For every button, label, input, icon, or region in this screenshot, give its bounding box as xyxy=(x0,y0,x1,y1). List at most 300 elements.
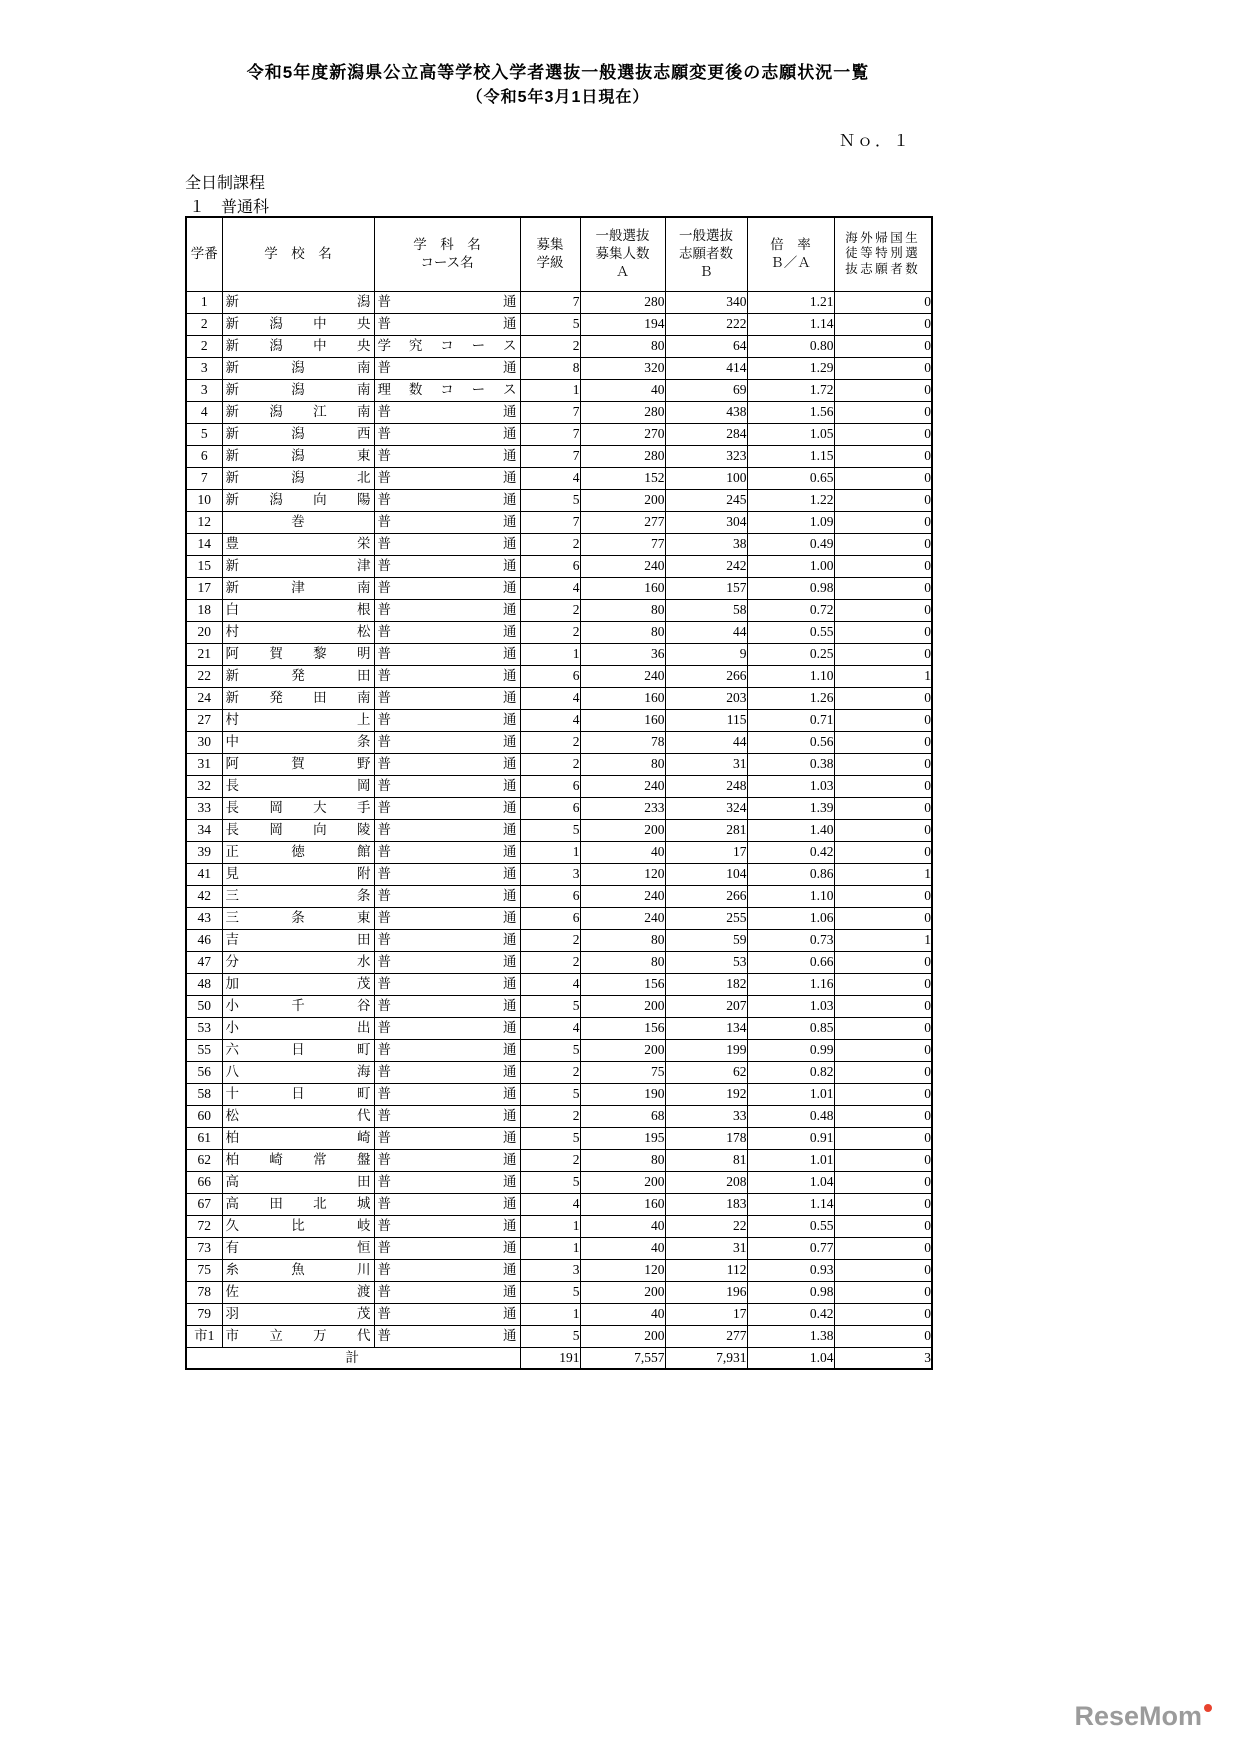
special-cell: 0 xyxy=(834,1039,932,1061)
classes-cell: 4 xyxy=(520,973,580,995)
special-cell: 1 xyxy=(834,665,932,687)
application-status-table xyxy=(185,216,933,1370)
school-name-cell: 糸 魚 川 xyxy=(222,1259,374,1281)
table-row xyxy=(186,1281,932,1303)
special-cell: 0 xyxy=(834,1281,932,1303)
header-applicants-line2: 志願者数 xyxy=(679,246,733,262)
capacity-cell: 40 xyxy=(580,1303,665,1325)
capacity-cell: 80 xyxy=(580,621,665,643)
school-name-cell: 八 海 xyxy=(222,1061,374,1083)
school-number-cell: 22 xyxy=(186,665,222,687)
ratio-cell: 1.14 xyxy=(747,313,834,335)
capacity-cell: 160 xyxy=(580,709,665,731)
table-footer xyxy=(186,1347,932,1369)
applicants-cell: 438 xyxy=(665,401,747,423)
total-ratio: 1.04 xyxy=(747,1347,834,1369)
school-name-cell: 新 津 xyxy=(222,555,374,577)
applicants-cell: 266 xyxy=(665,665,747,687)
applicants-cell: 64 xyxy=(665,335,747,357)
applicants-cell: 255 xyxy=(665,907,747,929)
special-cell: 0 xyxy=(834,555,932,577)
capacity-cell: 320 xyxy=(580,357,665,379)
ratio-cell: 1.06 xyxy=(747,907,834,929)
special-cell: 0 xyxy=(834,445,932,467)
school-name-cell: 長 岡 xyxy=(222,775,374,797)
special-cell: 0 xyxy=(834,1083,932,1105)
ratio-cell: 0.72 xyxy=(747,599,834,621)
table-row xyxy=(186,731,932,753)
table-row xyxy=(186,907,932,929)
capacity-cell: 200 xyxy=(580,819,665,841)
course-name-cell: 普 通 xyxy=(374,929,520,951)
special-cell: 0 xyxy=(834,489,932,511)
classes-cell: 6 xyxy=(520,797,580,819)
special-cell: 0 xyxy=(834,335,932,357)
school-name-cell: 新 発 田 xyxy=(222,665,374,687)
special-cell: 0 xyxy=(834,797,932,819)
school-name-cell: 羽 茂 xyxy=(222,1303,374,1325)
table-row xyxy=(186,1325,932,1347)
school-number-cell: 27 xyxy=(186,709,222,731)
course-name-cell: 普 通 xyxy=(374,1303,520,1325)
school-name-cell: 吉 田 xyxy=(222,929,374,951)
classes-cell: 4 xyxy=(520,709,580,731)
applicants-cell: 115 xyxy=(665,709,747,731)
table-row xyxy=(186,775,932,797)
applicants-cell: 134 xyxy=(665,1017,747,1039)
table-body xyxy=(186,291,932,1347)
table-row xyxy=(186,379,932,401)
course-name-cell: 普 通 xyxy=(374,797,520,819)
ratio-cell: 1.40 xyxy=(747,819,834,841)
course-name-cell: 普 通 xyxy=(374,533,520,555)
school-name-cell: 新 潟 江 南 xyxy=(222,401,374,423)
capacity-cell: 152 xyxy=(580,467,665,489)
school-name-cell: 見 附 xyxy=(222,863,374,885)
capacity-cell: 80 xyxy=(580,753,665,775)
applicants-cell: 266 xyxy=(665,885,747,907)
applicants-cell: 196 xyxy=(665,1281,747,1303)
capacity-cell: 80 xyxy=(580,1149,665,1171)
capacity-cell: 40 xyxy=(580,1215,665,1237)
capacity-cell: 280 xyxy=(580,401,665,423)
special-cell: 0 xyxy=(834,1259,932,1281)
header-course-name xyxy=(374,217,520,291)
capacity-cell: 233 xyxy=(580,797,665,819)
ratio-cell: 0.98 xyxy=(747,1281,834,1303)
applicants-cell: 324 xyxy=(665,797,747,819)
school-name-cell: 新 潟 向 陽 xyxy=(222,489,374,511)
school-number-cell: 31 xyxy=(186,753,222,775)
classes-cell: 1 xyxy=(520,643,580,665)
table-row xyxy=(186,1039,932,1061)
table-row xyxy=(186,753,932,775)
school-name-cell: 豊 栄 xyxy=(222,533,374,555)
course-name-cell: 普 通 xyxy=(374,357,520,379)
applicants-cell: 245 xyxy=(665,489,747,511)
document-title: 令和5年度新潟県公立高等学校入学者選抜一般選抜志願変更後の志願状況一覧 xyxy=(246,63,870,82)
ratio-cell: 1.56 xyxy=(747,401,834,423)
ratio-cell: 0.55 xyxy=(747,1215,834,1237)
classes-cell: 2 xyxy=(520,951,580,973)
school-number-cell: 4 xyxy=(186,401,222,423)
classes-cell: 8 xyxy=(520,357,580,379)
special-cell: 0 xyxy=(834,511,932,533)
classes-cell: 1 xyxy=(520,379,580,401)
classes-cell: 5 xyxy=(520,1281,580,1303)
applicants-cell: 38 xyxy=(665,533,747,555)
classes-cell: 2 xyxy=(520,753,580,775)
course-name-cell: 学 究 コ ー ス xyxy=(374,335,520,357)
ratio-cell: 0.49 xyxy=(747,533,834,555)
header-capacity-line3: Ａ xyxy=(615,264,630,280)
special-cell: 0 xyxy=(834,1237,932,1259)
ratio-cell: 1.10 xyxy=(747,665,834,687)
table-row xyxy=(186,423,932,445)
total-label: 計 xyxy=(186,1347,520,1369)
special-cell: 0 xyxy=(834,1105,932,1127)
table-row xyxy=(186,973,932,995)
capacity-cell: 40 xyxy=(580,1237,665,1259)
applicants-cell: 112 xyxy=(665,1259,747,1281)
table-row xyxy=(186,1127,932,1149)
school-name-cell: 高 田 北 城 xyxy=(222,1193,374,1215)
table-row xyxy=(186,863,932,885)
school-number-cell: 18 xyxy=(186,599,222,621)
school-number-cell: 48 xyxy=(186,973,222,995)
capacity-cell: 160 xyxy=(580,577,665,599)
header-applicants-line1: 一般選抜 xyxy=(679,227,733,243)
special-cell: 0 xyxy=(834,533,932,555)
classes-cell: 2 xyxy=(520,599,580,621)
capacity-cell: 200 xyxy=(580,1281,665,1303)
course-name-cell: 理 数 コ ー ス xyxy=(374,379,520,401)
course-name-cell: 普 通 xyxy=(374,621,520,643)
school-number-cell: 50 xyxy=(186,995,222,1017)
table-row xyxy=(186,357,932,379)
school-name-cell: 十 日 町 xyxy=(222,1083,374,1105)
applicants-cell: 100 xyxy=(665,467,747,489)
course-name-cell: 普 通 xyxy=(374,577,520,599)
capacity-cell: 200 xyxy=(580,1171,665,1193)
special-cell: 0 xyxy=(834,291,932,313)
table-row xyxy=(186,401,932,423)
special-cell: 0 xyxy=(834,885,932,907)
school-number-cell: 53 xyxy=(186,1017,222,1039)
special-cell: 0 xyxy=(834,819,932,841)
capacity-cell: 68 xyxy=(580,1105,665,1127)
ratio-cell: 1.14 xyxy=(747,1193,834,1215)
header-classes xyxy=(520,217,580,291)
applicants-cell: 199 xyxy=(665,1039,747,1061)
school-number-cell: 62 xyxy=(186,1149,222,1171)
capacity-cell: 160 xyxy=(580,1193,665,1215)
table-row xyxy=(186,335,932,357)
classes-cell: 4 xyxy=(520,687,580,709)
classes-cell: 4 xyxy=(520,1017,580,1039)
course-name-cell: 普 通 xyxy=(374,489,520,511)
school-number-cell: 20 xyxy=(186,621,222,643)
classes-cell: 4 xyxy=(520,1193,580,1215)
applicants-cell: 44 xyxy=(665,621,747,643)
ratio-cell: 1.26 xyxy=(747,687,834,709)
school-name-cell: 新 発 田 南 xyxy=(222,687,374,709)
school-number-cell: 79 xyxy=(186,1303,222,1325)
applicants-cell: 304 xyxy=(665,511,747,533)
table-row xyxy=(186,643,932,665)
school-number-cell: 67 xyxy=(186,1193,222,1215)
capacity-cell: 240 xyxy=(580,555,665,577)
school-number-cell: 15 xyxy=(186,555,222,577)
header-ratio xyxy=(747,217,834,291)
special-cell: 0 xyxy=(834,775,932,797)
special-cell: 0 xyxy=(834,907,932,929)
course-name-cell: 普 通 xyxy=(374,885,520,907)
capacity-cell: 36 xyxy=(580,643,665,665)
ratio-cell: 1.22 xyxy=(747,489,834,511)
classes-cell: 1 xyxy=(520,1237,580,1259)
school-number-cell: 30 xyxy=(186,731,222,753)
applicants-cell: 9 xyxy=(665,643,747,665)
school-name-cell: 柏 崎 xyxy=(222,1127,374,1149)
applicants-cell: 58 xyxy=(665,599,747,621)
special-cell: 0 xyxy=(834,423,932,445)
course-name-cell: 普 通 xyxy=(374,1105,520,1127)
school-number-cell: 市1 xyxy=(186,1325,222,1347)
school-name-cell: 小 出 xyxy=(222,1017,374,1039)
school-number-cell: 75 xyxy=(186,1259,222,1281)
school-name-cell: 新 潟 西 xyxy=(222,423,374,445)
special-cell: 0 xyxy=(834,687,932,709)
course-name-cell: 普 通 xyxy=(374,445,520,467)
classes-cell: 5 xyxy=(520,1325,580,1347)
course-name-cell: 普 通 xyxy=(374,1237,520,1259)
table-row xyxy=(186,445,932,467)
total-row xyxy=(186,1347,932,1369)
school-name-cell: 新 津 南 xyxy=(222,577,374,599)
ratio-cell: 0.56 xyxy=(747,731,834,753)
special-cell: 0 xyxy=(834,951,932,973)
course-name-cell: 普 通 xyxy=(374,291,520,313)
school-number-cell: 1 xyxy=(186,291,222,313)
special-cell: 0 xyxy=(834,841,932,863)
classes-cell: 7 xyxy=(520,445,580,467)
course-name-cell: 普 通 xyxy=(374,1171,520,1193)
course-name-cell: 普 通 xyxy=(374,709,520,731)
classes-cell: 5 xyxy=(520,313,580,335)
school-number-cell: 3 xyxy=(186,357,222,379)
applicants-cell: 207 xyxy=(665,995,747,1017)
classes-cell: 1 xyxy=(520,841,580,863)
school-number-cell: 41 xyxy=(186,863,222,885)
school-number-cell: 60 xyxy=(186,1105,222,1127)
table-row xyxy=(186,797,932,819)
document-subtitle: （令和5年3月1日現在） xyxy=(466,89,650,106)
course-name-cell: 普 通 xyxy=(374,687,520,709)
school-number-cell: 39 xyxy=(186,841,222,863)
special-cell: 1 xyxy=(834,863,932,885)
ratio-cell: 1.03 xyxy=(747,775,834,797)
special-cell: 0 xyxy=(834,467,932,489)
course-name-cell: 普 通 xyxy=(374,555,520,577)
classes-cell: 5 xyxy=(520,1039,580,1061)
course-name-cell: 普 通 xyxy=(374,973,520,995)
total-classes: 191 xyxy=(520,1347,580,1369)
applicants-cell: 340 xyxy=(665,291,747,313)
ratio-cell: 1.21 xyxy=(747,291,834,313)
course-name-cell: 普 通 xyxy=(374,1215,520,1237)
ratio-cell: 1.72 xyxy=(747,379,834,401)
school-number-cell: 73 xyxy=(186,1237,222,1259)
school-name-cell: 長 岡 大 手 xyxy=(222,797,374,819)
ratio-cell: 0.86 xyxy=(747,863,834,885)
school-name-cell: 新 潟 xyxy=(222,291,374,313)
capacity-cell: 40 xyxy=(580,379,665,401)
capacity-cell: 120 xyxy=(580,1259,665,1281)
school-number-cell: 56 xyxy=(186,1061,222,1083)
table-row xyxy=(186,995,932,1017)
table-row xyxy=(186,687,932,709)
special-cell: 0 xyxy=(834,973,932,995)
classes-cell: 2 xyxy=(520,929,580,951)
special-cell: 0 xyxy=(834,709,932,731)
special-cell: 0 xyxy=(834,1171,932,1193)
table-row xyxy=(186,599,932,621)
special-cell: 0 xyxy=(834,1061,932,1083)
classes-cell: 5 xyxy=(520,995,580,1017)
applicants-cell: 33 xyxy=(665,1105,747,1127)
capacity-cell: 80 xyxy=(580,951,665,973)
school-number-cell: 61 xyxy=(186,1127,222,1149)
ratio-cell: 0.99 xyxy=(747,1039,834,1061)
school-number-cell: 46 xyxy=(186,929,222,951)
course-name-cell: 普 通 xyxy=(374,599,520,621)
school-number-cell: 17 xyxy=(186,577,222,599)
special-cell: 0 xyxy=(834,753,932,775)
header-course-line1: 学 科 名 xyxy=(413,237,481,253)
course-name-cell: 普 通 xyxy=(374,401,520,423)
school-number-cell: 72 xyxy=(186,1215,222,1237)
course-name-cell: 普 通 xyxy=(374,1281,520,1303)
school-number-cell: 58 xyxy=(186,1083,222,1105)
ratio-cell: 0.82 xyxy=(747,1061,834,1083)
applicants-cell: 182 xyxy=(665,973,747,995)
capacity-cell: 277 xyxy=(580,511,665,533)
capacity-cell: 78 xyxy=(580,731,665,753)
capacity-cell: 40 xyxy=(580,841,665,863)
classes-cell: 3 xyxy=(520,1259,580,1281)
total-applicants: 7,931 xyxy=(665,1347,747,1369)
school-name-cell: 久 比 岐 xyxy=(222,1215,374,1237)
ratio-cell: 0.25 xyxy=(747,643,834,665)
resemom-logo xyxy=(1074,1701,1212,1732)
applicants-cell: 277 xyxy=(665,1325,747,1347)
school-number-cell: 10 xyxy=(186,489,222,511)
table-row xyxy=(186,621,932,643)
course-name-cell: 普 通 xyxy=(374,731,520,753)
school-name-cell: 新 潟 中 央 xyxy=(222,335,374,357)
classes-cell: 5 xyxy=(520,1127,580,1149)
applicants-cell: 31 xyxy=(665,1237,747,1259)
classes-cell: 2 xyxy=(520,621,580,643)
applicants-cell: 31 xyxy=(665,753,747,775)
special-cell: 0 xyxy=(834,313,932,335)
classes-cell: 2 xyxy=(520,731,580,753)
ratio-cell: 0.48 xyxy=(747,1105,834,1127)
applicants-cell: 248 xyxy=(665,775,747,797)
school-number-cell: 5 xyxy=(186,423,222,445)
table-row xyxy=(186,313,932,335)
special-cell: 0 xyxy=(834,1325,932,1347)
resemom-logo-text: ReseMom xyxy=(1074,1701,1202,1731)
header-special-line2: 徒等特別選 xyxy=(845,246,921,261)
ratio-cell: 0.55 xyxy=(747,621,834,643)
school-name-cell: 三 条 xyxy=(222,885,374,907)
capacity-cell: 80 xyxy=(580,335,665,357)
table-header xyxy=(186,217,932,291)
capacity-cell: 200 xyxy=(580,489,665,511)
table-row xyxy=(186,819,932,841)
classes-cell: 2 xyxy=(520,1105,580,1127)
table-row xyxy=(186,555,932,577)
header-capacity-line1: 一般選抜 xyxy=(595,227,650,243)
table-row xyxy=(186,951,932,973)
header-classes-line1: 募集 xyxy=(536,237,564,253)
course-name-cell: 普 通 xyxy=(374,995,520,1017)
header-applicants xyxy=(665,217,747,291)
course-name-cell: 普 通 xyxy=(374,467,520,489)
school-name-cell: 市 立 万 代 xyxy=(222,1325,374,1347)
table-row xyxy=(186,1083,932,1105)
classes-cell: 5 xyxy=(520,489,580,511)
classes-cell: 4 xyxy=(520,577,580,599)
ratio-cell: 1.16 xyxy=(747,973,834,995)
course-name-cell: 普 通 xyxy=(374,951,520,973)
table-row xyxy=(186,1171,932,1193)
school-name-cell: 新 潟 南 xyxy=(222,357,374,379)
course-name-cell: 普 通 xyxy=(374,841,520,863)
table-row xyxy=(186,709,932,731)
capacity-cell: 280 xyxy=(580,445,665,467)
school-number-cell: 47 xyxy=(186,951,222,973)
capacity-cell: 80 xyxy=(580,599,665,621)
total-capacity: 7,557 xyxy=(580,1347,665,1369)
applicants-cell: 44 xyxy=(665,731,747,753)
applicants-cell: 203 xyxy=(665,687,747,709)
school-number-cell: 78 xyxy=(186,1281,222,1303)
applicants-cell: 69 xyxy=(665,379,747,401)
classes-cell: 7 xyxy=(520,511,580,533)
school-number-cell: 21 xyxy=(186,643,222,665)
page-number: Ｎｏ．１ xyxy=(838,133,911,150)
table-row xyxy=(186,291,932,313)
school-number-cell: 32 xyxy=(186,775,222,797)
special-cell: 0 xyxy=(834,379,932,401)
applicants-cell: 281 xyxy=(665,819,747,841)
table-row xyxy=(186,577,932,599)
ratio-cell: 1.38 xyxy=(747,1325,834,1347)
school-number-cell: 7 xyxy=(186,467,222,489)
course-name-cell: 普 通 xyxy=(374,1325,520,1347)
applicants-cell: 17 xyxy=(665,1303,747,1325)
applicants-cell: 208 xyxy=(665,1171,747,1193)
special-cell: 1 xyxy=(834,929,932,951)
ratio-cell: 0.77 xyxy=(747,1237,834,1259)
ratio-cell: 1.04 xyxy=(747,1171,834,1193)
special-cell: 0 xyxy=(834,1149,932,1171)
ratio-cell: 0.71 xyxy=(747,709,834,731)
table-row xyxy=(186,1193,932,1215)
